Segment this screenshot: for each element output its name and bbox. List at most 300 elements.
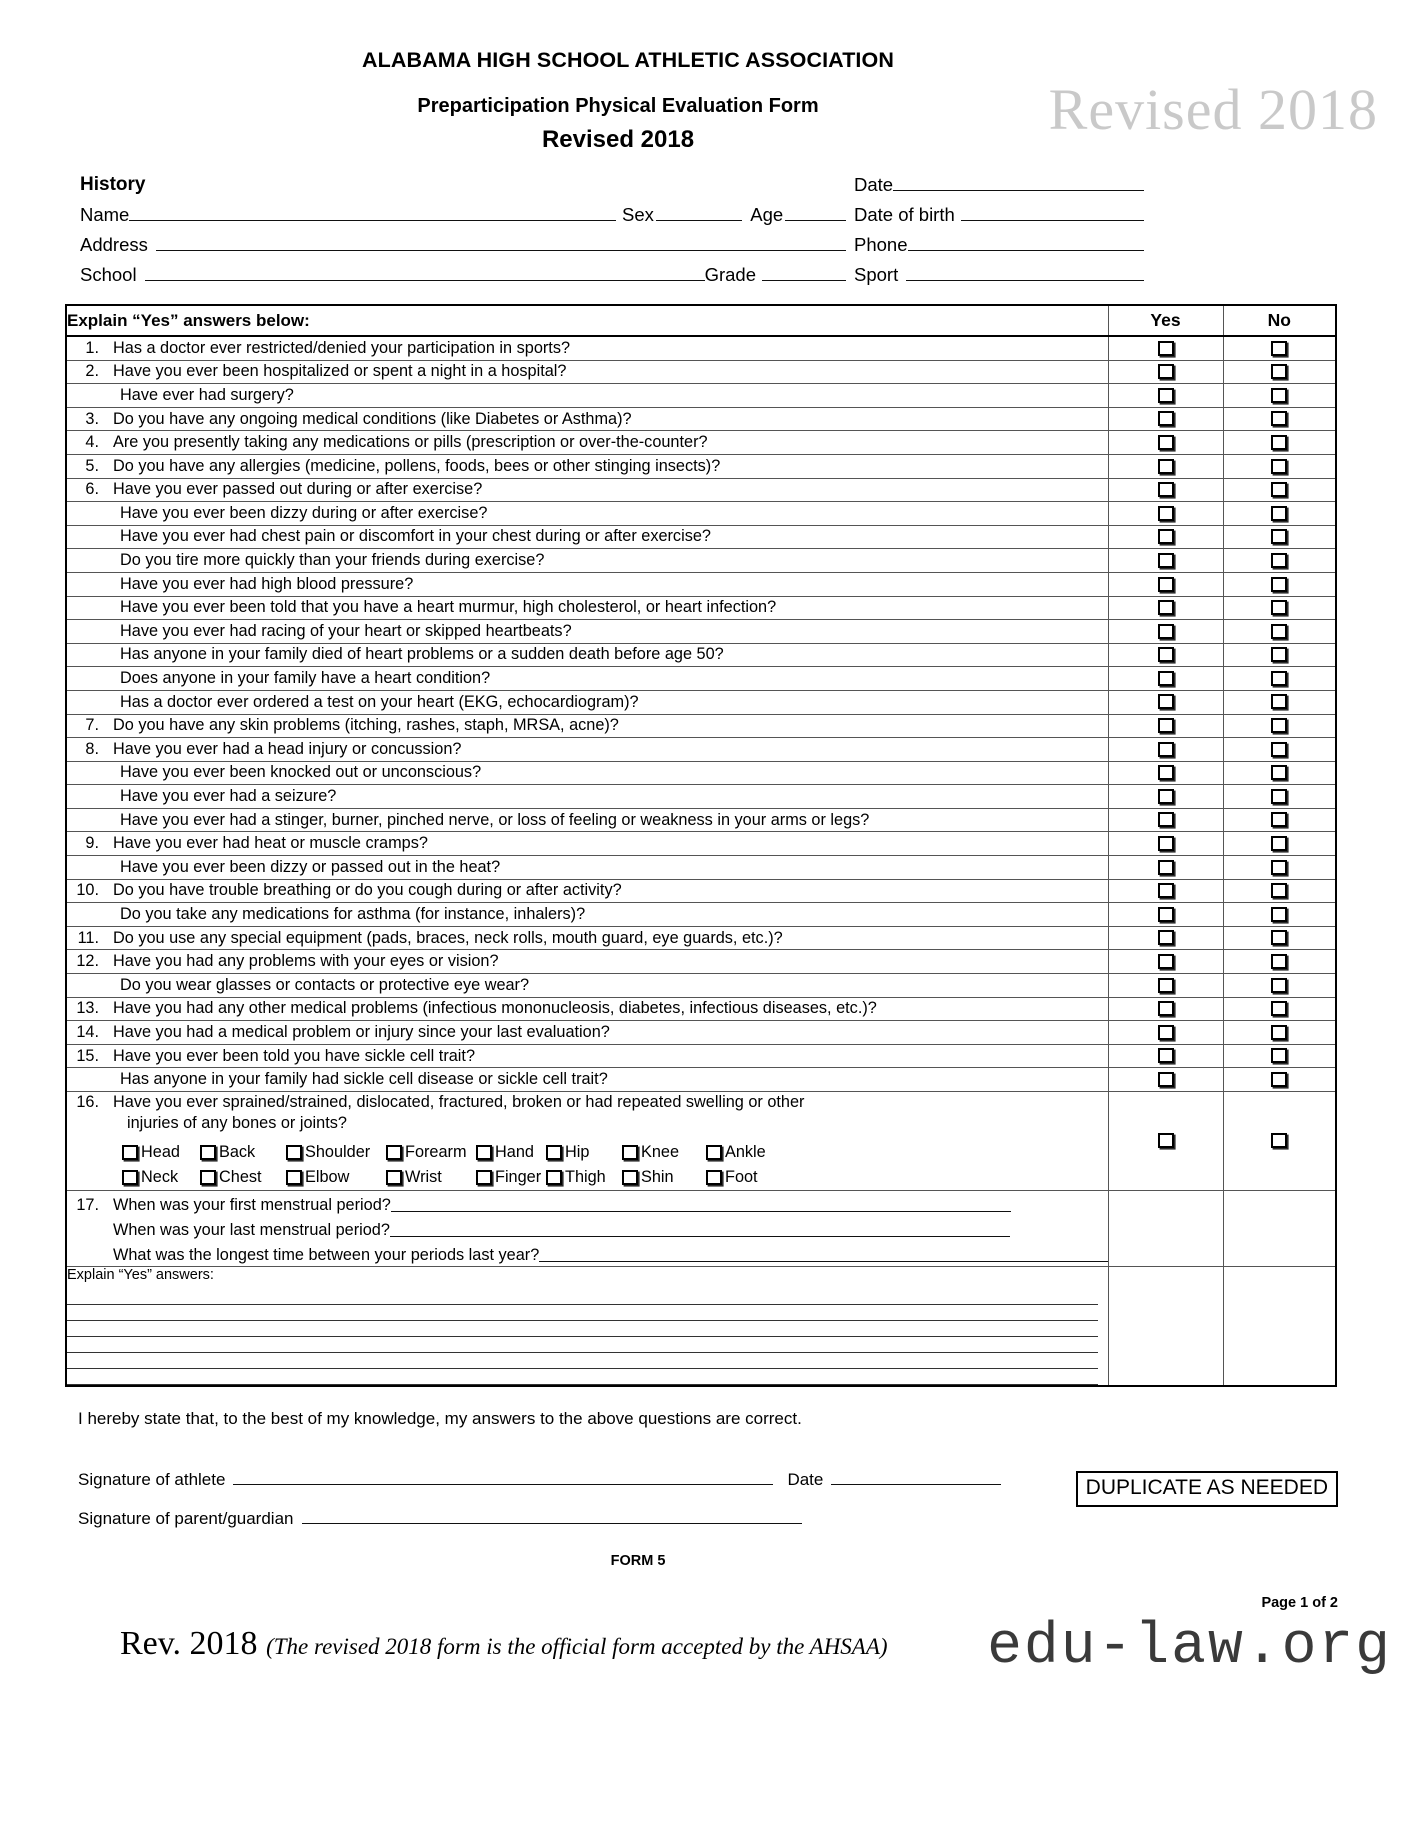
question-cell	[66, 1021, 1108, 1045]
body-part-option[interactable]	[286, 1142, 386, 1163]
question-number: 1.	[85, 338, 99, 357]
body-part-option[interactable]	[546, 1167, 622, 1188]
checkbox-cell-yes[interactable]	[1108, 738, 1223, 762]
explain-answers-label: Explain “Yes” answers:	[67, 1266, 214, 1283]
checkbox-cell-yes[interactable]	[1108, 1068, 1223, 1092]
yes-checkbox[interactable]	[1158, 860, 1174, 875]
question-text: When was your last menstrual period?	[113, 1220, 390, 1239]
no-checkbox[interactable]	[1271, 1072, 1287, 1087]
question-cell-q16	[66, 1092, 1108, 1191]
checkbox-cell-yes[interactable]	[1108, 336, 1223, 360]
checkbox-cell-yes[interactable]	[1108, 761, 1223, 785]
sport-label: Sport	[854, 264, 899, 285]
body-part-option[interactable]	[476, 1167, 546, 1188]
table-row	[66, 384, 1336, 408]
checkbox-cell-no[interactable]	[1223, 1021, 1336, 1045]
checkbox-cell-yes[interactable]	[1108, 407, 1223, 431]
question-cell	[66, 903, 1108, 927]
no-checkbox[interactable]	[1271, 883, 1287, 898]
revised-watermark: Revised 2018	[1048, 77, 1378, 142]
body-part-checkbox[interactable]	[286, 1170, 302, 1185]
body-part-checkbox[interactable]	[200, 1145, 216, 1160]
form-number: FORM 5	[610, 1552, 666, 1569]
question-text: Do you have any skin problems (itching, rashes, staph, MRSA, acne)?	[113, 716, 619, 735]
body-part-option[interactable]	[546, 1142, 622, 1163]
no-checkbox[interactable]	[1271, 836, 1287, 851]
question-cell	[66, 525, 1108, 549]
question-number: 4.	[85, 433, 99, 452]
body-part-checkbox[interactable]	[386, 1145, 402, 1160]
question-cell	[66, 761, 1108, 785]
question-text: Do you take any medications for asthma (for instance, inhalers)?	[120, 904, 586, 923]
body-part-option[interactable]	[122, 1167, 200, 1188]
body-part-checkbox[interactable]	[622, 1170, 638, 1185]
checkbox-cell-yes[interactable]	[1108, 549, 1223, 573]
question-cell	[66, 738, 1108, 762]
question-number: 17.	[76, 1195, 99, 1214]
body-part-checkbox[interactable]	[546, 1145, 562, 1160]
checkbox-cell-yes[interactable]	[1108, 714, 1223, 738]
body-part-checkbox[interactable]	[386, 1170, 402, 1185]
revision-footer	[0, 1614, 1416, 1680]
body-part-label: Hand	[495, 1142, 534, 1161]
checkbox-cell-yes[interactable]	[1108, 856, 1223, 880]
checkbox-cell-no[interactable]	[1223, 596, 1336, 620]
yes-checkbox[interactable]	[1158, 459, 1174, 474]
yes-checkbox[interactable]	[1158, 1001, 1174, 1016]
checkbox-cell-no[interactable]	[1223, 1092, 1336, 1191]
grade-field[interactable]	[762, 279, 846, 281]
table-row	[66, 879, 1336, 903]
checkbox-cell-no[interactable]	[1223, 761, 1336, 785]
question-cell	[66, 384, 1108, 408]
question-cell-q17	[66, 1190, 1108, 1266]
yes-checkbox[interactable]	[1158, 529, 1174, 544]
yes-checkbox[interactable]	[1158, 812, 1174, 827]
question-text: When was your first menstrual period?	[113, 1195, 391, 1214]
body-part-checkbox[interactable]	[286, 1145, 302, 1160]
body-part-label: Back	[219, 1142, 256, 1161]
checkbox-cell-no[interactable]	[1223, 454, 1336, 478]
checkbox-cell-yes[interactable]	[1108, 879, 1223, 903]
yes-checkbox[interactable]	[1158, 577, 1174, 592]
checkbox-cell-no[interactable]	[1223, 360, 1336, 384]
yes-checkbox[interactable]	[1158, 694, 1174, 709]
body-part-option[interactable]	[622, 1142, 706, 1163]
body-part-label: Thigh	[565, 1167, 606, 1186]
checkbox-cell-no[interactable]	[1223, 832, 1336, 856]
checkbox-cell-yes[interactable]	[1108, 1021, 1223, 1045]
question-text: Have ever had surgery?	[120, 385, 294, 404]
checkbox-cell-yes[interactable]	[1108, 643, 1223, 667]
yes-checkbox[interactable]	[1158, 742, 1174, 757]
no-checkbox[interactable]	[1271, 577, 1287, 592]
question-text: Do you have any ongoing medical conditions (like Diabetes or Asthma)?	[113, 409, 632, 428]
organization-title: ALABAMA HIGH SCHOOL ATHLETIC ASSOCIATION	[362, 48, 894, 72]
checkbox-cell-no[interactable]	[1223, 431, 1336, 455]
no-checkbox[interactable]	[1271, 1025, 1287, 1040]
checkbox-cell-yes[interactable]	[1108, 974, 1223, 998]
no-checkbox[interactable]	[1271, 1048, 1287, 1063]
yes-checkbox[interactable]	[1158, 883, 1174, 898]
checkbox-cell-no[interactable]	[1223, 903, 1336, 927]
question-number: 8.	[85, 739, 99, 758]
table-row-q16	[66, 1092, 1336, 1191]
no-checkbox[interactable]	[1271, 671, 1287, 686]
yes-checkbox[interactable]	[1158, 624, 1174, 639]
no-checkbox[interactable]	[1271, 812, 1287, 827]
checkbox-cell-no[interactable]	[1223, 336, 1336, 360]
checkbox-cell-no[interactable]	[1223, 620, 1336, 644]
body-part-option[interactable]	[706, 1142, 786, 1163]
sport-field[interactable]	[906, 279, 1144, 281]
question-cell	[66, 478, 1108, 502]
checkbox-cell-no[interactable]	[1223, 738, 1336, 762]
q16-line-1	[67, 1092, 1108, 1113]
yes-checkbox[interactable]	[1158, 388, 1174, 403]
body-part-label: Knee	[641, 1142, 680, 1161]
no-checkbox[interactable]	[1271, 647, 1287, 662]
table-row	[66, 407, 1336, 431]
checkbox-cell-no[interactable]	[1223, 808, 1336, 832]
q17-answer-field[interactable]	[391, 1211, 1011, 1212]
body-part-option[interactable]	[286, 1167, 386, 1188]
checkbox-cell-yes[interactable]	[1108, 620, 1223, 644]
body-part-option[interactable]	[386, 1142, 476, 1163]
question-text: Do you wear glasses or contacts or protective eye wear?	[120, 975, 530, 994]
yes-checkbox[interactable]	[1158, 364, 1174, 379]
body-part-checkbox[interactable]	[546, 1170, 562, 1185]
checkbox-cell-yes[interactable]	[1108, 478, 1223, 502]
no-checkbox[interactable]	[1271, 789, 1287, 804]
checkbox-cell-yes[interactable]	[1108, 572, 1223, 596]
question-cell	[66, 336, 1108, 360]
question-text: Have you ever sprained/strained, dislocated, fractured, broken or had repeated swelling or other	[113, 1093, 805, 1111]
form-revision-title: Revised 2018	[541, 126, 695, 153]
table-row	[66, 738, 1336, 762]
checkbox-cell-no[interactable]	[1223, 572, 1336, 596]
signature-date-label: Date	[787, 1469, 824, 1489]
body-part-option[interactable]	[200, 1167, 286, 1188]
question-cell	[66, 714, 1108, 738]
checkbox-cell-yes[interactable]	[1108, 1044, 1223, 1068]
no-checkbox[interactable]	[1271, 624, 1287, 639]
checkbox-cell-no[interactable]	[1223, 690, 1336, 714]
table-row	[66, 1044, 1336, 1068]
question-cell	[66, 856, 1108, 880]
table-row	[66, 903, 1336, 927]
body-part-label: Finger	[495, 1167, 542, 1186]
question-cell	[66, 572, 1108, 596]
body-part-option[interactable]	[386, 1167, 476, 1188]
yes-checkbox[interactable]	[1158, 1133, 1174, 1148]
question-text: Have you ever had a stinger, burner, pinched nerve, or loss of feeling or weakness in your arms or legs?	[120, 810, 870, 829]
yes-checkbox[interactable]	[1158, 553, 1174, 568]
grade-label: Grade	[704, 264, 756, 285]
question-text: Have you ever passed out during or after exercise?	[113, 480, 483, 499]
body-part-checkbox[interactable]	[706, 1170, 722, 1185]
body-part-checkbox[interactable]	[122, 1145, 138, 1160]
q17-line2	[67, 1216, 1108, 1241]
question-cell	[66, 431, 1108, 455]
no-checkbox[interactable]	[1271, 529, 1287, 544]
question-text: Have you had any problems with your eyes or vision?	[113, 952, 499, 971]
question-number: 15.	[76, 1046, 99, 1065]
no-checkbox[interactable]	[1271, 364, 1287, 379]
table-row	[66, 478, 1336, 502]
body-part-label: Neck	[141, 1167, 179, 1186]
sex-field[interactable]	[656, 219, 742, 221]
table-header-row	[66, 305, 1336, 336]
checkbox-cell-yes[interactable]	[1108, 431, 1223, 455]
checkbox-cell-yes[interactable]	[1108, 832, 1223, 856]
question-cell	[66, 667, 1108, 691]
no-checkbox[interactable]	[1271, 553, 1287, 568]
checkbox-cell-no[interactable]	[1223, 643, 1336, 667]
yes-checkbox[interactable]	[1158, 341, 1174, 356]
checkbox-cell-yes[interactable]	[1108, 667, 1223, 691]
no-checkbox[interactable]	[1271, 930, 1287, 945]
yes-checkbox[interactable]	[1158, 647, 1174, 662]
dob-field[interactable]	[961, 219, 1144, 221]
checkbox-cell-no[interactable]	[1223, 785, 1336, 809]
no-checkbox[interactable]	[1271, 482, 1287, 497]
no-checkbox[interactable]	[1271, 411, 1287, 426]
body-part-checkbox[interactable]	[706, 1145, 722, 1160]
no-checkbox[interactable]	[1271, 388, 1287, 403]
checkbox-cell-yes[interactable]	[1108, 1092, 1223, 1191]
question-text: Have you ever been knocked out or unconscious?	[120, 763, 482, 782]
body-part-label: Head	[141, 1142, 180, 1161]
explain-answers-cell	[66, 1266, 1108, 1386]
q17-line3	[67, 1241, 1108, 1266]
body-part-label: Hip	[565, 1142, 590, 1161]
body-part-option[interactable]	[622, 1167, 706, 1188]
name-label: Name	[80, 204, 130, 225]
age-label: Age	[750, 204, 784, 225]
explain-answer-line[interactable]	[67, 1321, 1098, 1337]
document-header	[0, 0, 1416, 154]
yes-checkbox[interactable]	[1158, 978, 1174, 993]
table-row	[66, 454, 1336, 478]
question-text: Do you have any allergies (medicine, pollens, foods, bees or other stinging insects)?	[113, 456, 721, 475]
explain-yes-header: Explain “Yes” answers below:	[66, 305, 1108, 336]
body-part-checkbox[interactable]	[476, 1170, 492, 1185]
date-field[interactable]	[893, 189, 1144, 191]
checkbox-cell-no[interactable]	[1223, 502, 1336, 526]
table-row	[66, 974, 1336, 998]
q17-answer-field[interactable]	[390, 1236, 1010, 1237]
no-checkbox[interactable]	[1271, 742, 1287, 757]
checkbox-cell-no[interactable]	[1223, 1044, 1336, 1068]
question-text: Have you ever been hospitalized or spent a night in a hospital?	[113, 362, 567, 381]
checkbox-cell-no[interactable]	[1223, 478, 1336, 502]
question-cell	[66, 454, 1108, 478]
question-text: Has a doctor ever ordered a test on your heart (EKG, echocardiogram)?	[120, 692, 639, 711]
age-field[interactable]	[785, 219, 846, 221]
table-row	[66, 502, 1336, 526]
no-checkbox[interactable]	[1271, 459, 1287, 474]
yes-checkbox[interactable]	[1158, 600, 1174, 615]
no-checkbox[interactable]	[1271, 718, 1287, 733]
checkbox-cell-no[interactable]	[1223, 1068, 1336, 1092]
question-number: 2.	[85, 362, 99, 381]
table-row-q17	[66, 1190, 1336, 1266]
explain-answer-line[interactable]	[67, 1337, 1098, 1353]
checkbox-cell-yes[interactable]	[1108, 785, 1223, 809]
body-part-checkbox[interactable]	[622, 1145, 638, 1160]
yes-checkbox[interactable]	[1158, 435, 1174, 450]
q17-line1	[67, 1191, 1108, 1216]
question-number: 10.	[76, 881, 99, 900]
body-part-option[interactable]	[200, 1142, 286, 1163]
history-heading: History	[80, 174, 146, 195]
checkbox-cell-yes[interactable]	[1108, 808, 1223, 832]
question-cell	[66, 596, 1108, 620]
checkbox-cell-no[interactable]	[1223, 997, 1336, 1021]
no-checkbox[interactable]	[1271, 978, 1287, 993]
no-checkbox[interactable]	[1271, 1133, 1287, 1148]
checkbox-cell-yes[interactable]	[1108, 454, 1223, 478]
name-field[interactable]	[129, 219, 616, 221]
explain-answer-line[interactable]	[67, 1305, 1098, 1321]
yes-checkbox[interactable]	[1158, 1025, 1174, 1040]
table-row	[66, 572, 1336, 596]
signature-date-field[interactable]	[831, 1483, 1001, 1485]
empty-cell	[1223, 1190, 1336, 1266]
checkbox-cell-no[interactable]	[1223, 384, 1336, 408]
question-cell	[66, 997, 1108, 1021]
question-text: Have you ever been dizzy during or after exercise?	[120, 503, 488, 522]
page-number: Page 1 of 2	[1261, 1594, 1338, 1611]
no-checkbox[interactable]	[1271, 765, 1287, 780]
no-checkbox[interactable]	[1271, 1001, 1287, 1016]
yes-checkbox[interactable]	[1158, 930, 1174, 945]
checkbox-cell-no[interactable]	[1223, 714, 1336, 738]
checkbox-cell-yes[interactable]	[1108, 926, 1223, 950]
yes-checkbox[interactable]	[1158, 907, 1174, 922]
checkbox-cell-no[interactable]	[1223, 525, 1336, 549]
table-row	[66, 808, 1336, 832]
address-field[interactable]	[156, 249, 846, 251]
checkbox-cell-yes[interactable]	[1108, 596, 1223, 620]
body-part-label: Wrist	[405, 1167, 442, 1186]
question-text: Have you ever had a head injury or concussion?	[113, 739, 462, 758]
checkbox-cell-no[interactable]	[1223, 407, 1336, 431]
checkbox-cell-yes[interactable]	[1108, 360, 1223, 384]
no-checkbox[interactable]	[1271, 341, 1287, 356]
no-checkbox[interactable]	[1271, 954, 1287, 969]
checkbox-cell-yes[interactable]	[1108, 502, 1223, 526]
question-cell	[66, 808, 1108, 832]
source-watermark: edu-law.org	[987, 1614, 1392, 1680]
checkbox-cell-yes[interactable]	[1108, 950, 1223, 974]
yes-checkbox[interactable]	[1158, 836, 1174, 851]
parent-signature-label: Signature of parent/guardian	[78, 1508, 294, 1528]
date-label: Date	[854, 174, 894, 195]
question-text: Do you use any special equipment (pads, braces, neck rolls, mouth guard, eye guards, etc.)?	[113, 928, 783, 947]
history-questions-table	[65, 304, 1337, 1387]
no-checkbox[interactable]	[1271, 435, 1287, 450]
body-parts-checkbox-group	[67, 1140, 1108, 1190]
checkbox-cell-no[interactable]	[1223, 549, 1336, 573]
question-text: Do you have trouble breathing or do you cough during or after activity?	[113, 881, 622, 900]
yes-checkbox[interactable]	[1158, 954, 1174, 969]
no-checkbox[interactable]	[1271, 907, 1287, 922]
body-part-checkbox[interactable]	[476, 1145, 492, 1160]
body-part-option[interactable]	[706, 1167, 786, 1188]
checkbox-cell-yes[interactable]	[1108, 384, 1223, 408]
no-checkbox[interactable]	[1271, 694, 1287, 709]
q17-answer-field[interactable]	[539, 1261, 1107, 1262]
question-cell	[66, 620, 1108, 644]
phone-label: Phone	[854, 234, 908, 255]
no-checkbox[interactable]	[1271, 506, 1287, 521]
table-row	[66, 360, 1336, 384]
q16-line-2: injuries of any bones or joints?	[127, 1113, 347, 1132]
yes-checkbox[interactable]	[1158, 506, 1174, 521]
explain-answer-line[interactable]	[67, 1353, 1098, 1369]
checkbox-cell-no[interactable]	[1223, 926, 1336, 950]
body-parts-row-1	[122, 1140, 1108, 1165]
question-cell	[66, 549, 1108, 573]
checkbox-cell-no[interactable]	[1223, 974, 1336, 998]
no-checkbox[interactable]	[1271, 600, 1287, 615]
checkbox-cell-yes[interactable]	[1108, 903, 1223, 927]
yes-checkbox[interactable]	[1158, 789, 1174, 804]
checkbox-cell-no[interactable]	[1223, 856, 1336, 880]
yes-checkbox[interactable]	[1158, 482, 1174, 497]
yes-checkbox[interactable]	[1158, 718, 1174, 733]
checkbox-cell-no[interactable]	[1223, 667, 1336, 691]
explain-answer-line[interactable]	[67, 1289, 1098, 1305]
yes-checkbox[interactable]	[1158, 765, 1174, 780]
school-row	[80, 256, 1338, 286]
yes-checkbox[interactable]	[1158, 671, 1174, 686]
table-row	[66, 336, 1336, 360]
question-cell	[66, 950, 1108, 974]
table-row	[66, 620, 1336, 644]
question-text: Has anyone in your family had sickle cell disease or sickle cell trait?	[120, 1070, 608, 1089]
no-checkbox[interactable]	[1271, 860, 1287, 875]
empty-cell	[1223, 1266, 1336, 1386]
parent-signature-field[interactable]	[302, 1522, 802, 1524]
checkbox-cell-yes[interactable]	[1108, 997, 1223, 1021]
question-cell	[66, 360, 1108, 384]
explain-answer-line[interactable]	[67, 1369, 1098, 1385]
checkbox-cell-yes[interactable]	[1108, 690, 1223, 714]
body-part-option[interactable]	[122, 1142, 200, 1163]
yes-checkbox[interactable]	[1158, 1072, 1174, 1087]
body-part-checkbox[interactable]	[200, 1170, 216, 1185]
form-title: Preparticipation Physical Evaluation Form	[417, 95, 819, 117]
school-field[interactable]	[145, 279, 705, 281]
table-row	[66, 690, 1336, 714]
table-row	[66, 525, 1336, 549]
body-part-option[interactable]	[476, 1142, 546, 1163]
athlete-signature-field[interactable]	[233, 1483, 773, 1485]
empty-cell	[1108, 1266, 1223, 1386]
checkbox-cell-yes[interactable]	[1108, 525, 1223, 549]
body-part-label: Chest	[219, 1167, 262, 1186]
body-part-checkbox[interactable]	[122, 1170, 138, 1185]
checkbox-cell-no[interactable]	[1223, 879, 1336, 903]
checkbox-cell-no[interactable]	[1223, 950, 1336, 974]
yes-checkbox[interactable]	[1158, 411, 1174, 426]
body-parts-row-2	[122, 1165, 1108, 1190]
phone-field[interactable]	[908, 249, 1145, 251]
yes-checkbox[interactable]	[1158, 1048, 1174, 1063]
